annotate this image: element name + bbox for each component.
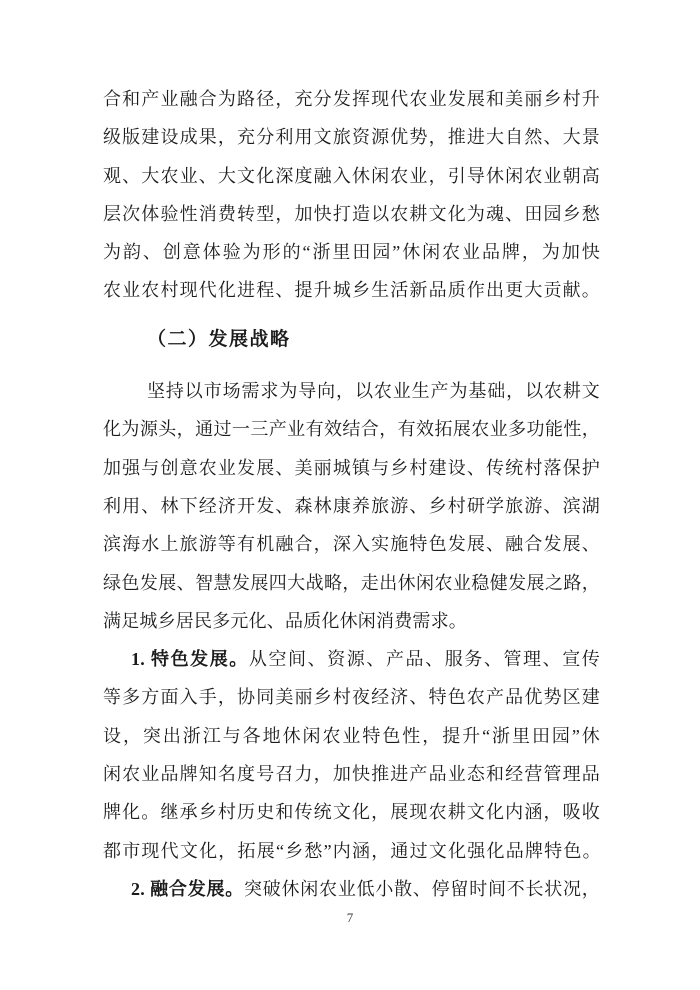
text-line: 都市现代文化，拓展“乡愁”内涵，通过文化强化品牌特色。 [103, 840, 600, 861]
text-line: 加强与创意农业发展、美丽城镇与乡村建设、传统村落保护 [103, 457, 600, 478]
text-line: 绿色发展、智慧发展四大战略，走出休闲农业稳健发展之路， [103, 572, 600, 593]
text-line: 利用、林下经济开发、森林康养旅游、乡村研学旅游、滨湖 [103, 495, 600, 516]
page-number: 7 [346, 910, 354, 925]
text-line: 等多方面入手，协同美丽乡村夜经济、特色农产品优势区建 [103, 687, 600, 708]
text-line: 闲农业品牌知名度号召力，加快推进产品业态和经营管理品 [103, 764, 600, 785]
text-line: 层次体验性消费转型，加快打造以农耕文化为魂、田园乡愁 [103, 203, 600, 224]
text-line: 为韵、创意体验为形的“浙里田园”休闲农业品牌，为加快 [103, 242, 600, 263]
text-line: 化为源头，通过一三产业有效结合，有效拓展农业多功能性， [103, 419, 600, 440]
text-line: 级版建设成果，充分利用文旅资源优势，推进大自然、大景 [103, 127, 600, 148]
section-heading: （二）发展战略 [147, 328, 291, 350]
text-line [103, 640, 600, 678]
text-line: 坚持以市场需求为导向，以农业生产为基础，以农耕文 [147, 381, 600, 402]
text-line: 满足城乡居民多元化、品质化休闲消费需求。 [103, 610, 467, 631]
paragraph-strategy-intro [103, 372, 600, 640]
list-item-2-label: 2. 融合发展。 [131, 878, 244, 899]
text-run: 突破休闲农业低小散、停留时间不长状况， [244, 878, 600, 899]
text-line: 设，突出浙江与各地休闲农业特色性，提升“浙里田园”休 [103, 725, 600, 746]
paragraph-item-1-special-development [103, 640, 600, 870]
text-run: 从空间、资源、产品、服务、管理、宣传 [248, 649, 600, 670]
paragraph-continuation [103, 80, 600, 310]
document-body [103, 80, 600, 908]
list-item-1-label: 1. 特色发展。 [131, 649, 249, 670]
paragraph-item-2-integrated-development [103, 870, 600, 908]
text-line [103, 870, 600, 908]
text-line: 牌化。继承乡村历史和传统文化，展现农耕文化内涵，吸收 [103, 802, 600, 823]
text-line: 农业农村现代化进程、提升城乡生活新品质作出更大贡献。 [103, 280, 600, 301]
text-line: 观、大农业、大文化深度融入休闲农业，引导休闲农业朝高 [103, 165, 600, 186]
text-line: 滨海水上旅游等有机融合，深入实施特色发展、融合发展、 [103, 534, 600, 555]
text-line: 合和产业融合为路径，充分发挥现代农业发展和美丽乡村升 [103, 89, 600, 109]
